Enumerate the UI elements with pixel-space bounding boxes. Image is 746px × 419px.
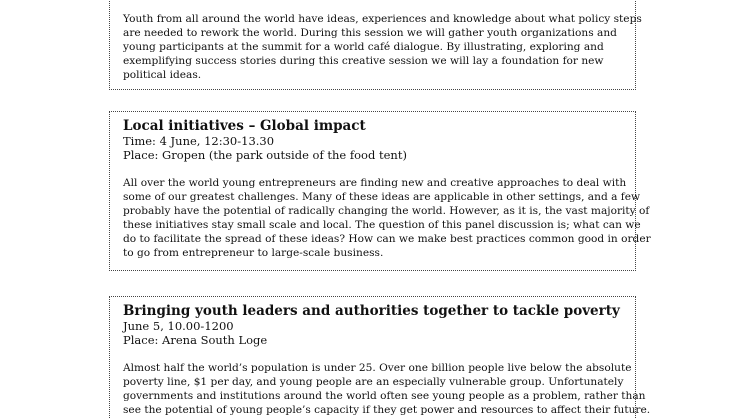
session-3-line-4: see the potential of young people’s capacity if they get power and resources to affect their future. (123, 404, 651, 416)
session-box-1 (109, 0, 642, 90)
session-3-time: June 5, 10.00-1200 (123, 319, 234, 333)
session-2-line-1: All over the world young entrepreneurs are finding new and creative approaches to deal with (123, 177, 627, 189)
session-1-line-4: exemplifying success stories during this creative session we will lay a foundation for new (123, 55, 604, 67)
session-2-line-2: some of our greatest challenges. Many of these ideas are applicable in other settings, and a few (123, 191, 641, 203)
session-2-line-4: these initiatives stay small scale and local. The question of this panel discussion is; what can we (123, 219, 641, 231)
session-box-3 (109, 296, 651, 419)
session-3-line-1: Almost half the world’s population is under 25. Over one billion people live below the absolute (123, 362, 632, 374)
session-2-line-5: do to facilitate the spread of these ideas? How can we make best practices common good in order (123, 233, 651, 245)
session-1-line-5: political ideas. (123, 69, 202, 81)
session-2-description (123, 176, 651, 260)
session-box-2 (109, 111, 651, 271)
session-1-line-1: Youth from all around the world have ideas, experiences and knowledge about what policy steps (123, 13, 642, 25)
session-3-line-2: poverty line, $1 per day, and young people are an especially vulnerable group. Unfortunately (123, 376, 624, 388)
session-2-time: Time: 4 June, 12:30-13.30 (123, 134, 275, 148)
session-2-title: Local initiatives – Global impact (123, 118, 366, 134)
session-1-line-2: are needed to rework the world. During this session we will gather youth organizations and (123, 27, 617, 39)
session-3-line-3: governments and institutions around the world often see young people as a problem, rather than (123, 390, 646, 402)
session-1-description (123, 12, 642, 82)
session-3-title: Bringing youth leaders and authorities together to tackle poverty (123, 303, 620, 319)
session-1-line-3: young participants at the summit for a world café dialogue. By illustrating, exploring and (123, 41, 604, 53)
session-2-line-6: to go from entrepreneur to large-scale business. (123, 247, 384, 259)
session-2-place: Place: Gropen (the park outside of the food tent) (123, 148, 407, 162)
session-3-place: Place: Arena South Loge (123, 333, 268, 347)
session-3-description (123, 361, 651, 417)
session-2-line-3: probably have the potential of radically changing the world. However, as it is, the vast majority of (123, 205, 650, 217)
